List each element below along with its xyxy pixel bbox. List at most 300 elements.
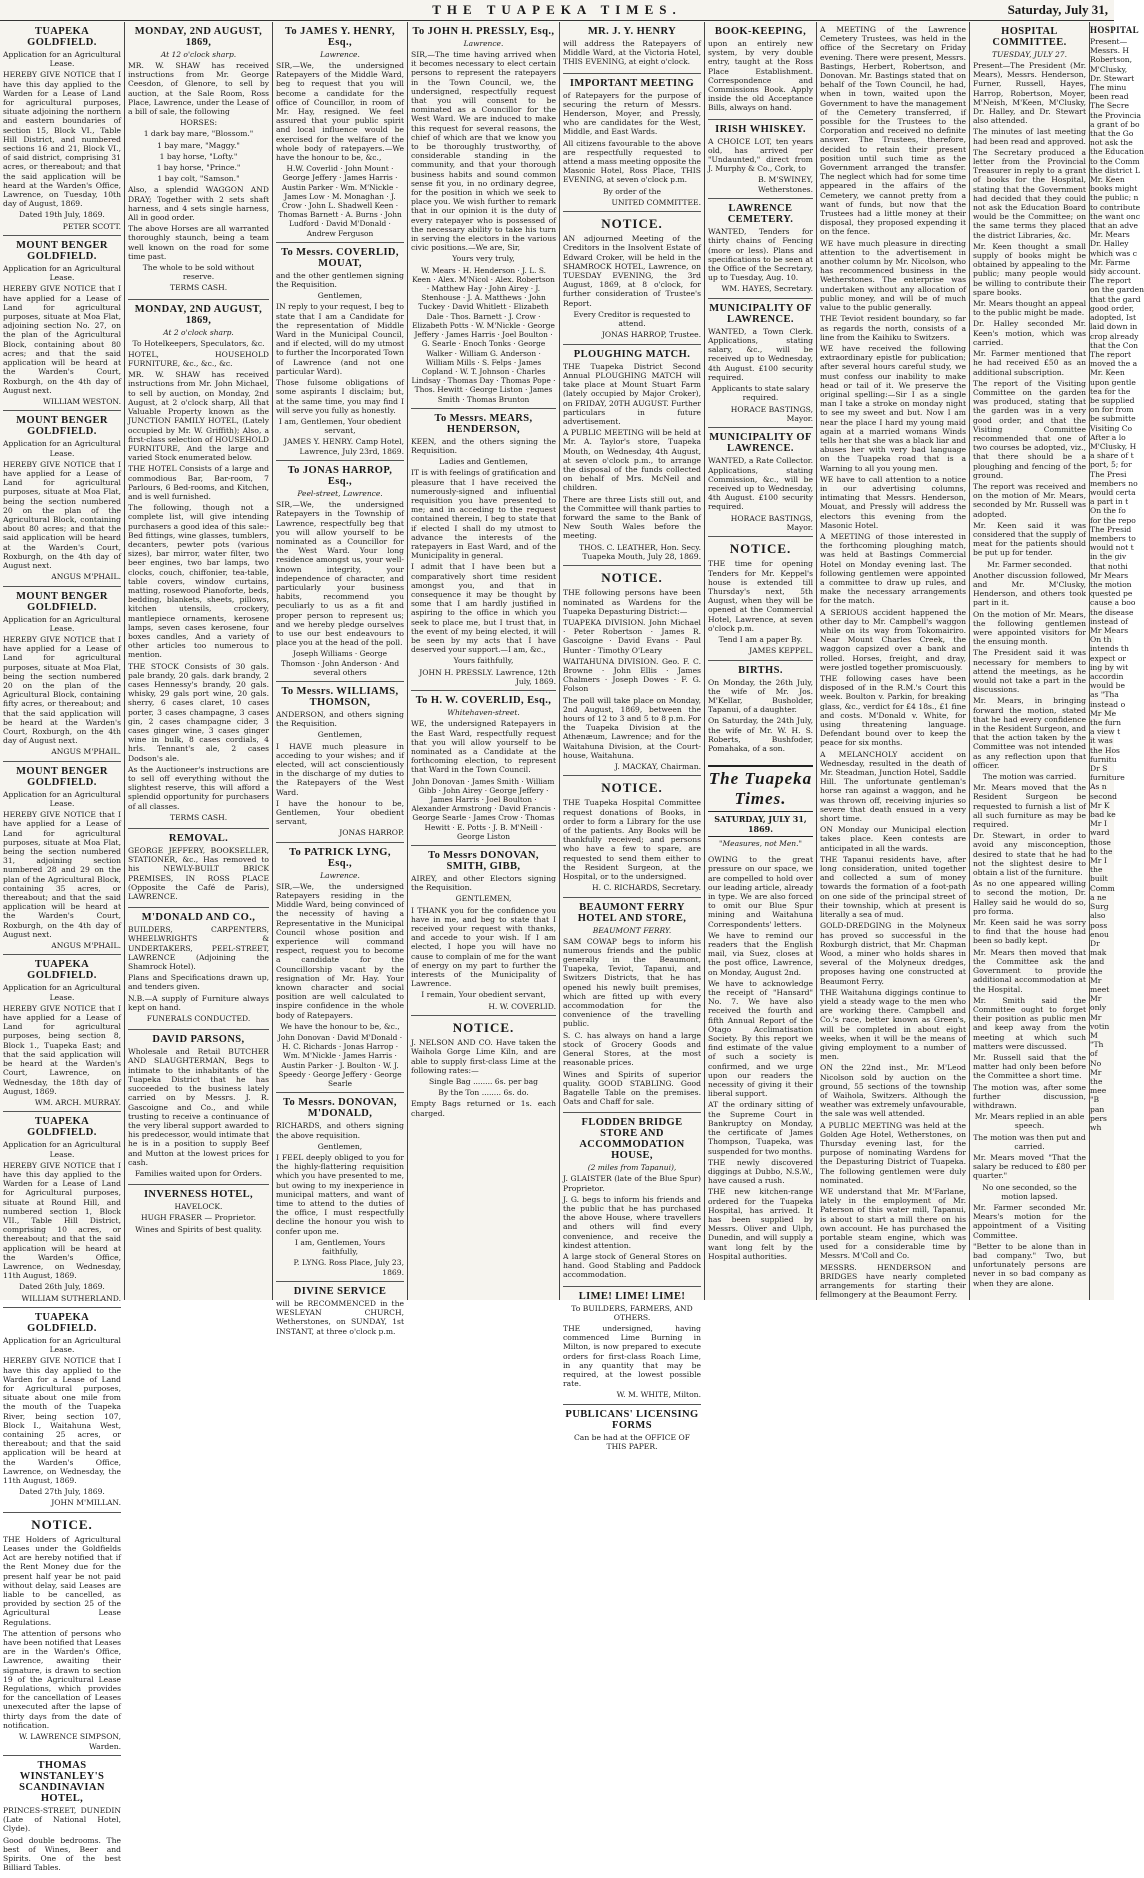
ad-paragraph: I HAVE much pleasure in acceding to your wishes; and if elected, will act conscientiously in the discharge of my duties to the Ratepayers of the West Ward. xyxy=(276,741,404,797)
cut-line: The Presi xyxy=(1090,469,1127,479)
ad-paragraph: We have the honour to be, &c., xyxy=(280,1021,400,1031)
ad-heading: NOTICE. xyxy=(729,541,792,557)
ad-paragraph: Can be had at the OFFICE OF THIS PAPER. xyxy=(574,1432,690,1451)
ad-paragraph: Application for an Agricultural Lease. xyxy=(3,789,121,809)
ad-paragraph: Wholesale and Retail BUTCHER AND SLAUGHTERMAN, Begs to intimate to the inhabitants of the Tuapeka District that he has succeeded to the business lately carried on by Messrs. J. R. Gascoigne and Co., and while trusting to receive a continuance of the very liberal support awarded to his predecessor, would intimate that he is in a position to supply Beef and Mutton at the lowest prices for cash. xyxy=(128,1047,269,1167)
ad-paragraph: I THANK you for the confidence you have in me, and beg to state that I received your request with thanks, and accede to your wish. If I am elected, I hope you will have no cause to complain of me for the want of energy on my part to further the interests of the Municipality of Lawrence. xyxy=(411,905,556,989)
advertisement xyxy=(128,908,269,1030)
ad-paragraph: Dated 27th July, 1869. xyxy=(19,1487,105,1497)
ad-paragraph: TERMS CASH. xyxy=(169,812,228,822)
cut-line: tea for the xyxy=(1090,386,1131,396)
editorial-motto: "Measures, not Men." xyxy=(719,839,802,849)
ad-signature: ANGUS M'PHAIL. xyxy=(51,941,121,951)
advertisement xyxy=(708,120,813,200)
ad-paragraph: A MELANCHOLY accident on Wednesday, resulted in the death of Mr. Steadman, Junction Hotel, Saddle Hill. The unfortunate gentleman's horse ran against a waggon, and he was thrown off, receiving injuries so severe that death ensued in a very short time. xyxy=(820,749,966,824)
cut-line: M'Clusky, xyxy=(1090,64,1128,74)
ad-paragraph: HUGH FRASER — Proprietor. xyxy=(140,1213,257,1223)
cut-line: No xyxy=(1090,1058,1102,1068)
ad-heading: To Messrs. DONOVAN, M'DONALD, xyxy=(283,1097,397,1120)
cut-line: Dr S xyxy=(1090,764,1108,774)
ad-heading: To Messrs. WILLIAMS, THOMSON, xyxy=(281,685,399,708)
ad-paragraph: The attention of persons who have been notified that Leases are in the Warden's Office, Lawrence, awaiting their signature, is drawn to section 19 of the Agricultural Lease Regulations, which provides for the cancellation of Leases unexecuted after the lapse of thirty days from the date of notification. xyxy=(3,1628,121,1730)
ad-paragraph: Also, a splendid WAGGON AND DRAY; Together with 2 sets shaft harness, and 4 sets single harness, All in good order. xyxy=(128,185,269,223)
cut-line: in the giv xyxy=(1090,552,1127,562)
ad-subheading: At 2 o'clock sharp. xyxy=(163,327,234,337)
cut-line: good order, xyxy=(1090,303,1135,313)
advertisement xyxy=(276,1093,404,1282)
advertisement xyxy=(276,843,404,1093)
ad-paragraph: The President said it was necessary for members to attend the meetings, as he would not take a part in the discussions. xyxy=(973,648,1086,695)
advertisement xyxy=(128,22,269,300)
ad-paragraph: Applicants to state salary required. xyxy=(711,384,810,403)
ad-paragraph: Plans and Specifications drawn up, and tenders given. xyxy=(128,973,269,992)
advertisement xyxy=(3,22,121,236)
cut-line: The Presid xyxy=(1090,524,1132,534)
cut-line: On the fo xyxy=(1090,506,1126,516)
ad-subheading: Lawrence. xyxy=(463,39,504,48)
ad-paragraph: AN adjourned Meeting of the Creditors in the Insolvent Estate of Edward Croker, will be held in the SHAMROCK HOTEL, Lawrence, on TUESDAY EVENING, the 3rd August, 1869, at 8 o'clock, for further consideration of Trustee's Report. xyxy=(563,234,701,308)
advertisement xyxy=(128,300,269,829)
ad-paragraph: WAITAHUNA DIVISION. Geo. F. C. Browne · John Ellis · James Chalmers · Joseph Dowes · F. G. Folson xyxy=(563,656,701,694)
ad-heading: FLODDEN BRIDGE STORE AND ACCOMMODATION HOUSE, xyxy=(579,1117,685,1162)
ad-heading: IRISH WHISKEY. xyxy=(715,123,806,135)
ad-paragraph: WE have much pleasure in directing attention to the advertisement in another column by Mr. Nicolson, who has recommenced business in the Wetherstones. The enterprise was undertaken without any allocation of public money, and will be of much value to the public generally. xyxy=(820,238,966,313)
ad-paragraph: A SERIOUS accident happened the other day to Mr. Campbell's waggon while on its way from Tokomairiro. Near Mount Charles Creek, the waggon capsized over a bank and rolled. Horses, freight, and dray, were jostled together promiscuously. xyxy=(820,607,966,672)
ad-paragraph: Dated 26th July, 1869. xyxy=(19,1282,105,1292)
cut-line: Mr. Farme xyxy=(1090,257,1131,267)
ad-paragraph: Mr. Mears replied in an able speech. xyxy=(974,1112,1085,1131)
columns xyxy=(0,22,1144,1873)
cut-line: Mr I xyxy=(1090,856,1107,866)
ad-heading: NOTICE. xyxy=(601,570,663,586)
ad-paragraph: TUAPEKA DIVISION. John Michael · Peter Robertson · James R. Gascoigne · David Evans · Paul Hunter · Timothy O'Leary xyxy=(563,617,701,655)
ad-paragraph: On Monday, the 26th July, the wife of Mr. Jos. M'Kellar, Busholder, Tapanui, of a daughter. xyxy=(708,677,813,715)
masthead-title: THE TUAPEKA TIMES. xyxy=(432,2,682,17)
ad-paragraph: THE Tuapeka Hospital Committee request donations of Books, in order to form a Library for the use of the patients. Any Books will be thankfully received; and persons who have a few to spare, are requested to send them either to the Resident Surgeon, at the Hospital, or to the undersigned. xyxy=(563,798,701,882)
advertisement xyxy=(563,1113,701,1286)
cut-line: the xyxy=(1090,1076,1103,1086)
ad-paragraph: HOTEL, HOUSEHOLD FURNITURE, &c., &c., &c. xyxy=(128,349,269,369)
ad-signature: JOHN M'MILLAN. xyxy=(51,1498,121,1508)
ad-signature: WM. HAYES, Secretary. xyxy=(721,284,813,294)
cut-line: the xyxy=(1090,966,1103,976)
cut-line: also xyxy=(1090,911,1106,921)
cut-line: on the garden xyxy=(1090,285,1144,295)
ad-paragraph: A MEETING of those interested in the forthcoming ploughing match, was held at Bastings Commercial Hotel on Monday evening last. The following gentlemen were appointed a committee to draw up rules, and make the necessary arrangements for the match. xyxy=(820,531,966,606)
ad-paragraph: PRINCES-STREET, DUNEDIN (Late of National Hotel, Clyde). xyxy=(3,1805,121,1834)
ad-paragraph: Mr. Mears, in bringing forward the motion, stated that he had every confidence in the Resident Surgeon, and that the action taken by the Committee was not intended as any reflection upon that officer. xyxy=(973,696,1086,770)
cut-line: cause a boo xyxy=(1090,598,1136,608)
cut-line: The report xyxy=(1090,349,1132,359)
ad-paragraph: 1 bay mare, "Maggy." xyxy=(157,140,240,150)
advertisement xyxy=(276,1282,404,1342)
cut-line: Mr. Mears xyxy=(1090,230,1130,240)
ad-subheading: Peel-street, Lawrence. xyxy=(297,489,383,499)
editorial-flag-date: SATURDAY, JULY 31, 1869. xyxy=(708,814,813,837)
cut-line: Surg xyxy=(1090,902,1109,912)
ad-subheading: BEAUMONT FERRY. xyxy=(592,925,672,935)
ad-paragraph: THE HOTEL Consists of a large and commodious Bar, Bar-room, 7 Parlours, 6 Bed-rooms, and Kitchen, and is well furnished. xyxy=(128,464,269,501)
ad-signature: WILLIAM WESTON. xyxy=(43,396,121,406)
advertisement xyxy=(411,1016,556,1124)
cut-line: the public; n xyxy=(1090,193,1139,203)
cut-line: Mr xyxy=(1090,1067,1102,1077)
ad-heading: LIME! LIME! LIME! xyxy=(578,1290,686,1302)
ad-subheading: At 12 o'clock sharp. xyxy=(160,50,237,59)
advertisement xyxy=(708,299,813,428)
cut-line: sidy account. xyxy=(1090,267,1141,277)
ad-paragraph: Families waited upon for Orders. xyxy=(134,1168,263,1178)
cut-line: meet xyxy=(1090,984,1110,994)
ad-paragraph: Application for an Agricultural Lease. xyxy=(3,1335,121,1355)
cut-line: "B xyxy=(1090,1095,1100,1105)
cut-line: for the repo xyxy=(1090,515,1136,525)
advertisement xyxy=(3,762,121,956)
ad-signature: W. M. WHITE, Milton. xyxy=(616,1390,701,1400)
cut-line: the want onc xyxy=(1090,211,1140,221)
advertisement xyxy=(411,409,556,692)
advertisement xyxy=(563,345,701,567)
ad-paragraph: Mr. Keen said it was considered that the supply of meat for the patients should be put up for tender. xyxy=(973,520,1086,558)
ad-paragraph: IT is with feelings of gratification and pleasure that I have received the numerously-signed and influential requisition you have presented to me; and in acceding to the request contained therein, I beg to state that if elected I shall do my utmost to advance the interests of the ratepayers in East Ward, and of the Municipality in general. xyxy=(411,468,556,561)
ad-heading: HOSPITAL COMMITTEE. xyxy=(992,26,1067,48)
ad-paragraph: HEREBY GIVE NOTICE that I have applied for a Lease of Land for agricultural purposes, situate at Moa Flat, being the section numbered 20 on the plan of the Agricultural Block, containing about 80 acres; and that the said application will be heard at the Warden's Court, Roxburgh, on the 4th day of August next. xyxy=(3,459,121,570)
advertisement xyxy=(3,236,121,411)
ad-subheading: Lawrence. xyxy=(320,870,360,880)
ad-paragraph: Ladies and Gentlemen, xyxy=(439,457,528,467)
ad-paragraph: Application for an Agricultural Lease. xyxy=(3,439,121,458)
cut-line: it was xyxy=(1090,736,1113,746)
ad-heading: MOUNT BENGER GOLDFIELD. xyxy=(16,590,108,613)
ad-paragraph: ANDERSON, and others signing the Requisition. xyxy=(276,709,404,729)
advertisement xyxy=(276,682,404,843)
ad-paragraph: WANTED, a Town Clerk. Applications, stating salary, &c., will be received up to Wednesday, 4th August. £100 security required. xyxy=(708,326,813,382)
ad-paragraph: Mr. Keen said he was sorry to find that the house had been so badly kept. xyxy=(973,918,1086,946)
cut-line: not ask the xyxy=(1090,138,1133,148)
ad-heading: To JOHN H. PRESSLY, Esq., xyxy=(412,26,555,37)
ad-signature: JAMES Y. HENRY. Camp Hotel, Lawrence, July 23rd, 1869. xyxy=(284,437,404,456)
ad-paragraph: Gentlemen, xyxy=(317,730,363,740)
advertisement xyxy=(3,1112,121,1308)
advertisement xyxy=(3,587,121,762)
ad-heading: THOMAS WINSTANLEY'S SCANDINAVIAN HOTEL, xyxy=(19,1759,105,1804)
ad-heading: To JAMES Y. HENRY, Esq., xyxy=(284,26,396,48)
ad-heading: DIVINE SERVICE xyxy=(293,1285,387,1297)
ad-paragraph: All citizens favourable to the above are respectfully requested to attend a mass meeting opposite the Masonic Hotel, Ross Place, THIS EVENING, at seven o'clock p.m. xyxy=(563,138,701,185)
ad-paragraph: There are three Lists still out, and the Committee will thank parties to forward the same to the Bank of New South Wales before the meeting. xyxy=(563,494,701,541)
cut-line: On th xyxy=(1090,635,1112,645)
cut-line: votin xyxy=(1090,1021,1110,1031)
ad-paragraph: I FEEL deeply obliged to you for the highly-flattering requisition which you have presented to me, but owing to my inexperience in municipal matters, and want of time to attend to the duties of the office, I must respectfully decline the honour you wish to confer upon me. xyxy=(276,1152,404,1236)
ad-paragraph: Good double bedrooms. The best of Wines, Beer and Spirits. One of the best Billiard Tables. xyxy=(3,1835,121,1873)
ad-paragraph: By the Ton ........ 6s. do. xyxy=(438,1088,529,1098)
ad-paragraph: FUNERALS CONDUCTED. xyxy=(146,1014,251,1024)
cut-line: built xyxy=(1090,874,1108,884)
cut-line: As n xyxy=(1090,782,1107,792)
cut-line: and xyxy=(1090,957,1105,967)
ad-paragraph: Present—The President (Mr. Mears), Messrs. Henderson, Furner, Russell, Hayes, Harrop, Robertson, Moyer, M'Neish, M'Keen, M'Clusky, Dr. Halley, and Dr. Stewart also attended. xyxy=(973,61,1086,126)
ad-signature: UNITED COMMITTEE. xyxy=(611,197,701,207)
ad-signature: W. LAWRENCE SIMPSON, Warden. xyxy=(18,1732,121,1751)
advertisement xyxy=(411,846,556,1016)
ad-paragraph: Mr. Farmer mentioned that he had received £50 as an additional subscription. xyxy=(973,349,1086,377)
cut-line: port, 5; for xyxy=(1090,460,1132,470)
cut-line: the Education xyxy=(1090,147,1144,157)
cut-line: the furn xyxy=(1090,718,1122,728)
cut-line: M xyxy=(1090,1030,1098,1040)
advertisement xyxy=(563,776,701,897)
ad-paragraph: ON Monday our Municipal election takes place. Keen contests are anticipated in all the wards. xyxy=(820,825,966,853)
cut-line: Robertson, xyxy=(1090,55,1133,65)
ad-paragraph: THE Teviot resident boundary, so far as regards the north, consists of a line from the Kaihiku to Switzers. xyxy=(820,314,966,342)
ad-heading: M'DONALD AND CO., xyxy=(141,912,256,924)
ad-paragraph: THE STOCK Consists of 30 gals. pale brandy, 20 gals. dark brandy, 2 cases Hennessy's brandy, 20 gals. whisky, 29 gals port wine, 20 gals. sherry, 6 cases claret, 10 cases porter, 3 cases champagne, 3 cases gin, 2 cases champagne cider, 3 cases ginger wine, 3 cases ginger wine in bulk, 8 cases cordials, 4 hrls. Tennant's ale, 2 cases Dodson's ale. xyxy=(128,661,269,763)
cut-line: that the Con xyxy=(1090,340,1139,350)
ad-paragraph: WANTED, Tenders for thirty chains of Fencing (more or less). Plans and specifications to be seen at the Office of the Secretary, up to Tuesday, Aug. 10. xyxy=(708,227,813,283)
ad-paragraph: A PUBLIC MEETING will be held at Mr. A. Taylor's store, Tuapeka Mouth, on Wednesday, 4th August, at seven o'clock p.m., to arrange the disposal of the funds collected on behalf of Mrs. McNeil and children. xyxy=(563,428,701,493)
cut-line: pers xyxy=(1090,1113,1107,1123)
ad-paragraph: TERMS CASH. xyxy=(169,283,228,293)
ad-signature: JAMES KEPPEL. xyxy=(749,646,813,656)
cut-line: upon gentle xyxy=(1090,377,1136,387)
ad-paragraph: I remain, Your obedient servant, xyxy=(421,990,546,1000)
ad-paragraph: 1 bay horse, "Lofty." xyxy=(159,151,238,161)
masthead xyxy=(0,0,1114,21)
ad-paragraph: Mr. Russell said that the matter had only been before the Committee a short time. xyxy=(973,1052,1086,1081)
column-4 xyxy=(408,22,560,1300)
ad-heading: MUNICIPALITY OF LAWRENCE. xyxy=(709,302,812,325)
ad-heading: BOOK-KEEPING, xyxy=(714,26,807,37)
ad-paragraph: Mr. Mears thought an appeal to the public might be made. xyxy=(973,299,1086,318)
ad-paragraph: BUILDERS, CARPENTERS, WHEELWRIGHTS & UNDERTAKERS, PEEL-STREET, LAWRENCE (Adjoining the Shamrock Hotel). xyxy=(128,925,269,972)
cut-line: Mr xyxy=(1090,994,1102,1004)
cut-line: mak xyxy=(1090,948,1107,958)
signatory-list: John Donovan · James Smith · William Gibb · John Airey · George Jeffery · James Harris · Joel Boulton · Alexander Armstrong · David Francis · George Searle · James Crow · Thomas Hewitt · E. Potts · J. B. M'Neill · George Liston xyxy=(411,776,556,841)
ad-paragraph: Those fulsome obligations of some aspirants I disclaim; but, at the same time, you may find I will serve you fully as honestly. xyxy=(276,378,404,415)
advertisement xyxy=(708,428,813,537)
ad-paragraph: MESSRS. HENDERSON and BRIDGES have nearly completed arrangements for starting their fellmongery at the Beaumont Ferry. xyxy=(820,1262,966,1300)
ad-signature: JONAS HARROP. xyxy=(339,828,404,838)
ad-paragraph: The whole to be sold without reserve. xyxy=(142,263,255,282)
cut-line: Mr K xyxy=(1090,800,1110,810)
ad-heading: NOTICE. xyxy=(601,780,663,796)
cut-line: be supplied xyxy=(1090,395,1135,405)
advertisement xyxy=(708,22,813,120)
ad-paragraph: Dr. Halley seconded Mr. Keen's motion, which was carried. xyxy=(973,319,1086,347)
ad-paragraph: As no one appeared willing to second the motion, Dr. Halley said he would do so, pro forma. xyxy=(973,879,1086,916)
ad-paragraph: IN reply to your request, I beg to state that I am a Candidate for the representation of Middle Ward in the Municipal Council, and if elected, will do my utmost to further the Incorporated Town of Lawrence (and not one particular Ward). xyxy=(276,302,404,376)
cut-line: the disease xyxy=(1090,607,1134,617)
ad-paragraph: A CHOICE LOT, ten years old, has arrived per "Undaunted," direct from J. Murphy & Co., Cork, to xyxy=(708,136,813,174)
ad-paragraph: A large stock of General Stores on hand. Good Stabling and Paddock accommodation. xyxy=(563,1251,701,1280)
cut-line: to the xyxy=(1090,846,1113,856)
ad-paragraph: The above Horses are all warranted thoroughly staunch, being a team well known on the road for some time past. xyxy=(128,224,269,261)
cut-line: M'Clusky, H xyxy=(1090,441,1137,451)
ad-paragraph: Mr. Mears moved that the Resident Surgeon be requested to furnish a list of all such furniture as may be required. xyxy=(973,783,1086,830)
signatory-list: W. Mears · H. Henderson · J. L. S. Keen · Alex. M'Nicol · Alex. Robertson · Matthew Hay · John Airey · J. Stenhouse · J. A. Matthews · John Tuckey · David Whitlett · Elizabeth Dale · Thos. Barnett · J. Crow · Elizabeth Potts · W. M'Nickle · George Jeffery · James Harris · Joel Boulton · G. Searle · Enoch Tonks · George Walker · William G. Anderson · William Mills · S. Felps · James Copland · W. T. Johnson · Charles Lindsay · Thomas Day · Thomas Pope · Thos. Hewitt · George Liston · James Smith · Thomas Brunton xyxy=(411,265,556,404)
ad-paragraph: THE Holders of Agricultural Leases under the Goldfields Act are hereby notified that if the Rent Money due for the present half year be not paid without delay, said Leases are liable to be cancelled, as provided by section 25 of the Agricultural Lease Regulations. xyxy=(3,1534,121,1627)
cut-line: that an adve xyxy=(1090,221,1138,231)
ad-paragraph: GENTLEMEN, xyxy=(455,894,512,904)
ad-heading: TUAPEKA GOLDFIELD. xyxy=(27,959,97,982)
cut-line: pan xyxy=(1090,1104,1105,1114)
ad-paragraph: The report of the Visiting Committee on the garden was produced, stating that the garden was in a very good order, and that the Visiting Committee recommended that one of two courses be adopted, viz., that there should be a ploughing and fencing of the ground. xyxy=(973,378,1086,480)
cut-line: Present— xyxy=(1090,37,1128,46)
ad-signature: PETER SCOTT. xyxy=(62,221,121,231)
ad-paragraph: Wines and Spirits of best quality. xyxy=(135,1224,262,1234)
ad-heading: MONDAY, 2ND AUGUST, 1869, xyxy=(134,303,263,326)
ad-signature: WM. ARCH. MURRAY. xyxy=(34,1097,121,1107)
ad-paragraph: HEREBY GIVE NOTICE that I have this day applied to the Warden for a Lease of Land for agricultural purposes, situate adjoining the northern and eastern boundaries of section 15, Block VI., Table Hill District, and numbered sections 16 and 21, Block VI., of said district, comprising 31 acres, or thereabout; and that the said application will be heard at the Warden's Office, Lawrence, on Tuesday, 10th day of August, 1869. xyxy=(3,70,121,209)
masthead-date: Saturday, July 31, xyxy=(1007,2,1108,17)
column-2 xyxy=(125,22,273,1300)
ad-paragraph: ON the 22nd inst., Mr. M'Leod Nicolson sold by auction on the ground, 55 sections of the township of Waihola, Switzers. Although the weather was extremely unfavourable, the sale was well attended. xyxy=(820,1063,966,1119)
ad-paragraph: WE have received the following extraordinary epistle for publication; after several hours careful study, we must confess our inability to make head or tail of it. We preserve the original spelling:—Sir I as a single man I take a stroke on monday night to see my sweet and but. Now I am near the place I hard my young maid again at a married womans Winds tells her that she was a black liar and abuses her with very bad language on the Tuapeka road that is a Warning to all you young men. xyxy=(820,343,966,473)
cut-line: a ne xyxy=(1090,892,1107,902)
ad-paragraph: A PUBLIC MEETING was held at the Golden Age Hotel, Wetherstones, on Thursday evening last, for the purpose of nominating Wardens for the Depasturing District of Tuapeka. The following gentlemen were duly nominated. xyxy=(820,1120,966,1185)
cut-line: instead of xyxy=(1090,616,1128,626)
ad-signature: WILLIAM SUTHERLAND. xyxy=(21,1293,121,1303)
ad-paragraph: WE understand that Mr. M'Farlane, lately in the employment of Mr. Paterson of this water mill, Tapanui, is about to start a mill there on his own account. He has purchased the portable steam engine, which was used for a considerable time by Messrs. M'Coll and Co. xyxy=(820,1186,966,1261)
ad-paragraph: As the Auctioneer's instructions are to sell off everything without the slightest reserve, this will afford a splendid opportunity for purchasers of all classes. xyxy=(128,764,269,811)
ad-paragraph: J. G. begs to inform his friends and the public that he has purchased the above House, where travellers and others will find every convenience, and receive the kindest attention. xyxy=(563,1194,701,1250)
advertisement xyxy=(563,898,701,1114)
signatory-list: H.W. Coverlid · John Mount · George Jeffery · James Harris · Austin Parker · Wm. M'Nickle · James Low · M. Monaghan · J. Crow · John L. Shadwell Keen · Thomas Barnett · A. Burns · John Ludford · David M'Donald · Andrew Ferguson xyxy=(278,164,402,238)
ad-paragraph: SIR,—We, the undersigned Ratepayers in the Township of Lawrence, respectfully beg that you will allow yourself to be nominated as a Councillor for the West Ward. Your long residence amongst us, your well-known integrity, your independence of character, and particularly your business habits, recommend you peculiarly to us as a fit and proper person to represent us; and we hereby pledge ourselves to use our best endeavours to place you at the head of the poll. xyxy=(276,500,404,648)
advertisement xyxy=(411,691,556,846)
ad-paragraph: Dr. Stewart, in order to avoid any misconception, desired to state that he had not the slightest desire to obtain a list of the furniture. xyxy=(973,831,1086,878)
cut-line: that the Go xyxy=(1090,129,1134,139)
signatory-list: John Donovan · David M'Donald · H. C. Richards · Jonas Harrop · Wm. M'Nickle · James Harris · Austin Parker · J. Boulton · W. J. Speedy · George Jeffery · George Searle xyxy=(277,1033,403,1089)
ad-heading: MONDAY, 2ND AUGUST, 1869, xyxy=(134,26,263,48)
ad-heading: MOUNT BENGER GOLDFIELD. xyxy=(16,765,108,788)
ad-heading: REMOVAL. xyxy=(168,833,229,845)
ad-paragraph: GOLD-DREDGING in the Molyneux has proved so successful in the Roxburgh district, that Mr. Chapman Wood, a miner who holds shares in several of the Molyneux dredges, proposes having one constructed at Beaumont Ferry. xyxy=(820,921,966,986)
cut-line: that the gard xyxy=(1090,294,1141,304)
ad-heading: MOUNT BENGER GOLDFIELD. xyxy=(16,240,108,263)
cut-line: members to xyxy=(1090,533,1136,543)
ad-paragraph: Gentlemen, xyxy=(317,291,363,301)
column-1 xyxy=(0,22,125,1873)
ad-heading: NOTICE. xyxy=(601,216,663,232)
cut-line: been read xyxy=(1090,92,1129,102)
ad-paragraph: No one seconded, so the motion lapsed. xyxy=(982,1182,1077,1201)
ad-paragraph: On the motion of Mr. Mears, the following gentlemen were appointed visitors for the ensuing month. xyxy=(973,609,1086,647)
cut-line: crop already xyxy=(1090,331,1139,341)
cut-line: laid down in xyxy=(1090,322,1138,332)
cut-line: bad ke xyxy=(1090,810,1116,820)
ad-signature: THOS. C. LEATHER, Hon. Secy. Tuapeka Mouth, July 28, 1869. xyxy=(578,542,701,561)
cut-line: adopted, Ist xyxy=(1090,313,1137,323)
cut-line: a share of t xyxy=(1090,451,1134,461)
ad-heading: TUAPEKA GOLDFIELD. xyxy=(27,1116,97,1139)
ad-paragraph: Application for an Agricultural Lease. xyxy=(3,1140,121,1159)
cut-line: The Secre xyxy=(1090,101,1129,111)
ad-paragraph: I admit that I have been but a comparatively short time resident amongst you, and that in consequence it may be thought by some that I am hardly justified in aspiring to the office in which you seek to place me, but I trust that, in the event of my being elected, it will be seen by my acts that I have deserved your support.—I am, &c., xyxy=(411,562,556,655)
advertisement xyxy=(3,1308,121,1513)
ad-subheading: TUESDAY, JULY 27. xyxy=(992,50,1067,59)
column-6 xyxy=(705,22,817,1300)
cut-line: Mr. Keen xyxy=(1090,175,1125,185)
advertisement xyxy=(276,22,404,243)
news-paragraph: THE newly discovered diggings at Dubbo, N.S.W., have caused a rush. xyxy=(708,1157,813,1186)
ad-paragraph: Yours faithfully, xyxy=(453,656,514,666)
ad-paragraph: S. C. has always on hand a large stock of Grocery Goods and General Stores, at the most reasonable prices. xyxy=(563,1030,701,1068)
column-8 xyxy=(970,22,1090,1300)
cut-line: a view t xyxy=(1090,727,1121,737)
cut-line: of xyxy=(1090,1049,1098,1059)
ad-heading: LAWRENCE CEMETERY. xyxy=(727,203,794,226)
cut-line: poss xyxy=(1090,920,1108,930)
advertisement xyxy=(276,243,404,461)
ad-heading: To Messrs. MEARS, HENDERSON, xyxy=(434,412,533,435)
ad-heading: BEAUMONT FERRY HOTEL AND STORE, xyxy=(577,901,687,924)
ad-paragraph: Application for an Agricultural Lease. xyxy=(3,983,121,1002)
column-6-ads xyxy=(708,22,813,759)
ad-paragraph: Mr. Smith said the Committee ought to forget their position as public men and keep away from the meeting at which such matters were discussed. xyxy=(973,995,1086,1051)
cut-line: second xyxy=(1090,791,1117,801)
ad-signature: H. W. COVERLID. xyxy=(488,1001,556,1011)
advertisement xyxy=(3,955,121,1112)
cut-line: on for from xyxy=(1090,405,1134,415)
advertisement xyxy=(563,1405,701,1457)
ad-paragraph: Application for an Agricultural Lease. xyxy=(3,264,121,283)
ad-signature: P. LYNG. Ross Place, July 23, 1869. xyxy=(293,1258,404,1277)
cut-line: Comm xyxy=(1090,883,1115,893)
advertisement xyxy=(128,829,269,908)
cut-line: furnitu xyxy=(1090,754,1117,764)
ad-heading: To JONAS HARROP, Esq., xyxy=(287,465,393,488)
advertisement xyxy=(563,74,701,213)
cut-line: would certa xyxy=(1090,487,1136,497)
cut-line: Messrs. H xyxy=(1090,46,1130,56)
cut-heading: HOSPITAL xyxy=(1090,25,1140,35)
cut-line: quested pe xyxy=(1090,589,1133,599)
advertisement xyxy=(3,411,121,586)
ad-paragraph: The poll will take place on Monday, 2nd August, 1869, between the hours of 12 to 3 and 5 to 8 p.m. For the Tuapeka Division at the Athenæum, Lawrence; and for the Waitahuna Division, at the Court-house, Waitahuna. xyxy=(563,695,701,760)
ad-paragraph: THE Tapanui residents have, after long consideration, united together and collected a sum of money towards the formation of a foot-path on one side of the principal street of their township, which at present is literally a sea of mud. xyxy=(820,854,966,920)
cut-line: would be xyxy=(1090,681,1126,691)
cut-line: moved the a xyxy=(1090,359,1138,369)
ad-paragraph: "Better to be alone than in bad company." Two, but unfortunately persons are never in so bad company as when they are alone. xyxy=(973,1241,1086,1288)
ad-paragraph: AIREY, and other Electors signing the Requisition. xyxy=(411,874,556,893)
ad-signature: JONAS HARROP, Trustee. xyxy=(601,330,701,340)
advertisement xyxy=(563,566,701,776)
ad-paragraph: On Saturday, the 24th July, the wife of Mr. W. H. S. Roberts, Bushfoder, Pomahaka, of a son. xyxy=(708,716,813,753)
cut-line: instead o xyxy=(1090,699,1126,709)
ad-paragraph: HEREBY GIVE NOTICE that I have this day applied to the Warden for a Lease of Land for Agricultural purposes, situate about one mile from the mouth of the Tuapeka River, being section 107, Block I., Waitahuna West, containing 25 acres, or thereabout; and that the said application will be heard at the Warden's Office, Lawrence, on Wednesday, the 11th August, 1869. xyxy=(3,1356,121,1486)
ad-paragraph: I am, Gentlemen, Yours faithfully, xyxy=(294,1237,386,1256)
column-3 xyxy=(273,22,408,1336)
ad-paragraph: THE undersigned, having commenced Lime Burning in Milton, is now prepared to execute orders for first-class Roach Lime, in any quantity that may be required, at the lowest possible rate. xyxy=(563,1323,701,1389)
ad-paragraph: THE time for opening Tenders for Mr. Keppel's house is extended till Thursday's next, 5th August, when they will be opened at the Commercial Hotel, Lawrence, at seven o'clock p.m. xyxy=(708,559,813,633)
advertisement xyxy=(973,22,1086,1294)
advertisement xyxy=(128,1185,269,1240)
cut-line: Dr. Stewart xyxy=(1090,73,1135,83)
ad-paragraph: 1 bay horse, "Prince." xyxy=(156,163,241,173)
ad-signature: B. M'SWINEY, Wetherstones. xyxy=(758,175,813,194)
cut-line: Mr Mears xyxy=(1090,570,1129,580)
ad-subheading: Whitehaven-street. xyxy=(447,708,520,718)
ad-heading: To H. W. COVERLID, Esq., xyxy=(415,695,552,707)
advertisement xyxy=(820,22,966,1305)
ad-paragraph: To Hotelkeepers, Speculators, &c. xyxy=(132,338,265,348)
ad-paragraph: Single Bag ........ 6s. per bag xyxy=(428,1076,539,1086)
news-paragraph: THE new kitchen-range ordered for the Tuapeka Hospital, has arrived. It has been supplied by Messrs. Oliver and Ulph, Dunedin, and will supply a want long felt by the Hospital authorities. xyxy=(708,1187,813,1261)
ad-paragraph: N.B.—A supply of Furniture always kept on hand. xyxy=(128,993,269,1012)
ad-signature: ANGUS M'PHAIL. xyxy=(51,747,121,757)
advertisement xyxy=(708,537,813,660)
